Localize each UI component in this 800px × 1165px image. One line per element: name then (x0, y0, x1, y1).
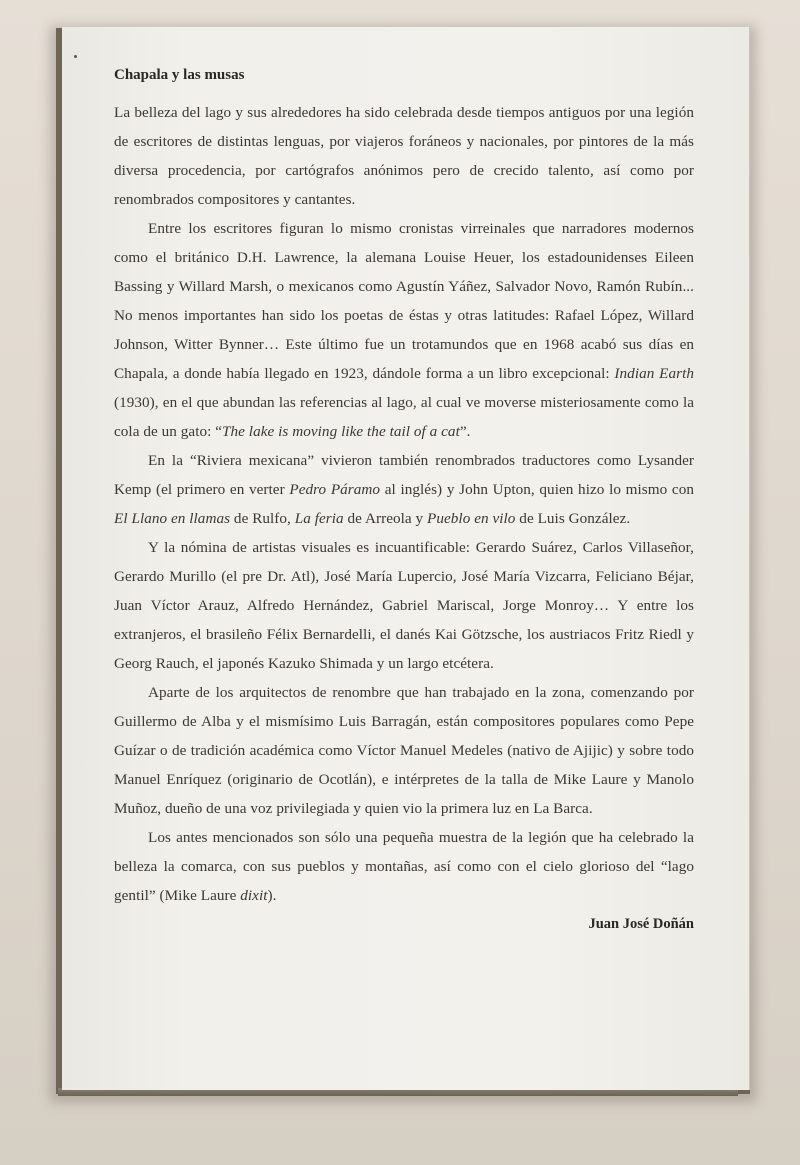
paragraph-4 (114, 533, 694, 678)
book-title-pedro-paramo: Pedro Páramo (289, 481, 381, 498)
paragraph-1-text: La belleza del lago y sus alrededores ha sido celebrada desde tiempos antiguos por una legión de escritores de distintas lenguas, por viajeros foráneos y nacionales, por pintores de la más diversa procedencia, por cartógrafos anónimos pero de crecido talento, así como por renombrados compositores y cantantes. (114, 104, 694, 208)
mounting-screw-mark (74, 55, 77, 58)
paragraph-1 (114, 98, 694, 214)
paragraph-5-text: Aparte de los arquitectos de renombre que han trabajado en la zona, comenzando por Guillermo de Alba y el mismísimo Luis Barragán, están compositores populares como Pepe Guízar o de tradición académica como Víctor Manuel Medeles (nativo de Ajijic) y sobre todo Manuel Enríquez (originario de Ocotlán), e intérpretes de la talla de Mike Laure y Manolo Muñoz, dueño de una voz privilegiada y quien vio la primera luz en La Barca. (114, 684, 694, 817)
paragraph-3-text-cont: al inglés) y John Upton, quien hizo lo mismo con (380, 481, 694, 498)
paragraph-3-text-cont-2: de Rulfo, (230, 510, 295, 527)
book-title-indian-earth: Indian Earth (614, 365, 694, 382)
paragraph-6-text-end: ). (267, 887, 277, 904)
quote-lake-moving: The lake is moving like the tail of a cat (222, 423, 460, 440)
museum-plaque (62, 26, 750, 1090)
latin-word-dixit: dixit (240, 887, 268, 904)
book-title-pueblo-en-vilo: Pueblo en vilo (427, 510, 516, 527)
plaque-content (114, 67, 694, 933)
book-title-la-feria: La feria (294, 510, 344, 527)
book-title-llano-en-llamas: El Llano en llamas (114, 510, 231, 527)
paragraph-3 (114, 446, 694, 533)
paragraph-2 (114, 214, 694, 446)
paragraph-5 (114, 678, 694, 823)
paragraph-6-text: Los antes mencionados son sólo una pequeña muestra de la legión que ha celebrado la belleza la comarca, con sus pueblos y montañas, así como con el cielo glorioso del “lago gentil” (Mike Laure (114, 829, 694, 904)
author-signature: Juan José Doñán (588, 916, 694, 932)
paragraph-6 (114, 823, 694, 910)
paragraph-2-text: Entre los escritores figuran lo mismo cronistas virreinales que narradores modernos como el británico D.H. Lawrence, la alemana Louise Heuer, los estadounidenses Eileen Bassing y Willard Marsh, o mexicanos como Agustín Yáñez, Salvador Novo, Ramón Rubín... No menos importantes han sido los poetas de éstas y otras latitudes: Rafael López, Willard Johnson, Witter Bynner… Este último fue un trotamundos que en 1968 acabó sus días en Chapala, a donde había llegado en 1923, dándole forma a un libro excepcional: (114, 220, 694, 382)
paragraph-3-text: En la “Riviera mexicana” vivieron también renombrados traductores como Lysander Kemp (el primero en verter (114, 452, 694, 498)
plaque-title: Chapala y las musas (114, 67, 245, 83)
paragraph-3-text-cont-3: de Arreola y (343, 510, 428, 527)
paragraph-3-text-end: de Luis González. (515, 510, 631, 527)
paragraph-4-text: Y la nómina de artistas visuales es incuantificable: Gerardo Suárez, Carlos Villaseñor, Gerardo Murillo (el pre Dr. Atl), José María Lupercio, José María Vizcarra, Feliciano Béjar, Juan Víctor Arauz, Alfredo Hernández, Gabriel Mariscal, Jorge Monroy… Y entre los extranjeros, el brasileño Félix Bernardelli, el danés Kai Götzsche, los austriacos Fritz Riedl y Georg Rauch, el japonés Kazuko Shimada y un largo etcétera. (114, 539, 694, 672)
paragraph-2-text-end: ”. (459, 423, 471, 440)
paragraph-2-text-cont: (1930), en el que abundan las referencias al lago, al cual ve moverse misteriosamente como la cola de un gato: “ (114, 394, 694, 440)
